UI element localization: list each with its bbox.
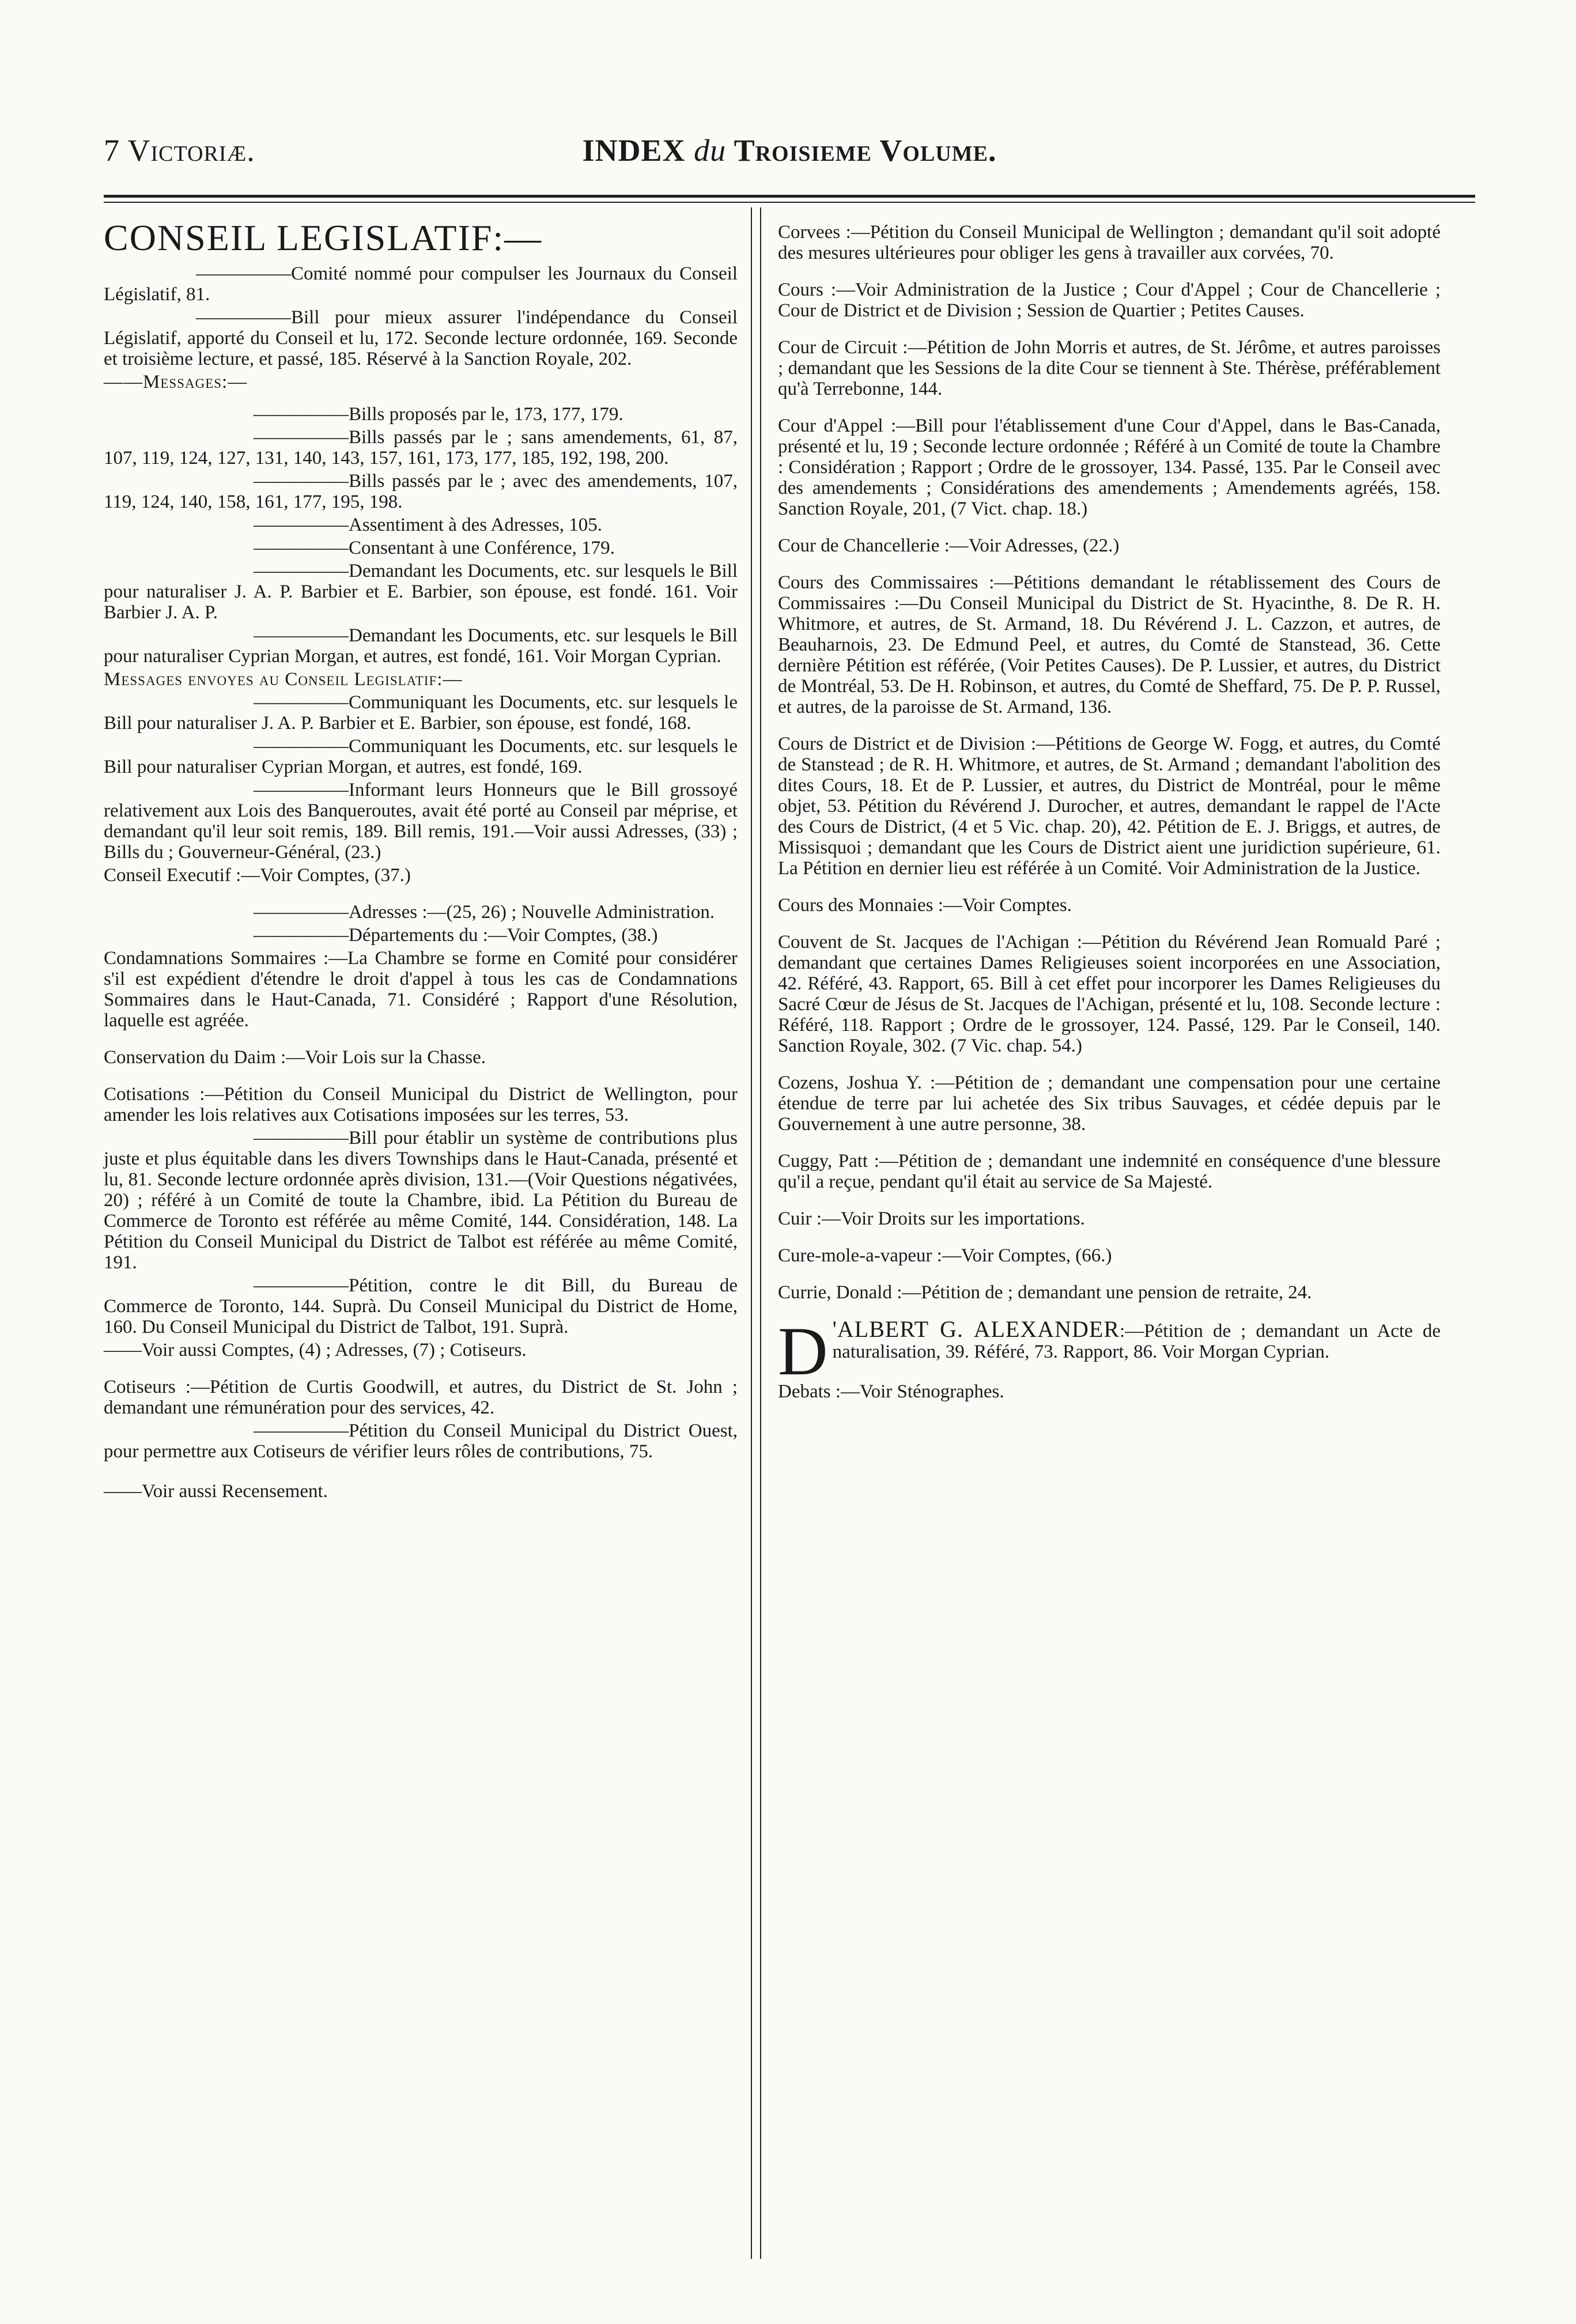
header-title-end: Troisieme Volume. (726, 133, 997, 168)
index-entry: —————Bills passés par le ; avec des amendements, 107, 119, 124, 140, 158, 161, 177, 195, 198. (104, 471, 738, 512)
index-entry: Couvent de St. Jacques de l'Achigan :—Pétition du Révérend Jean Romuald Paré ; demandant que certaines Dames Religieuses soient incorporées en une Association, 42. Référé, 43. Rapport, 65. Bill à cet effet pour incorporer les Dames Religieuses du Sacré Cœur de Jésus de St. Jacques de l'Achigan, présenté et lu, 108. Seconde lecture : Référé, 118. Rapport ; Ordre de le grossoyer, 124. Passé, 129. Par le Conseil, 140. Sanction Royale, 302. (7 Vic. chap. 54.) (778, 932, 1441, 1056)
index-entry: —————Bill pour mieux assurer l'indépendance du Conseil Législatif, apporté du Conseil et lu, 172. Seconde lecture ordonnée, 169. Seconde et troisième lecture, et passé, 185. Réservé à la Sanction Royale, 202. (104, 307, 738, 369)
index-entry: Condamnations Sommaires :—La Chambre se forme en Comité pour considérer s'il est expédient d'étendre le droit d'appel à tous les cas de Condamnations Sommaires dans le Haut-Canada, 71. Considéré ; Rapport d'une Résolution, laquelle est agréée. (104, 948, 738, 1031)
index-entry: ——Voir aussi Recensement. (104, 1481, 328, 1502)
header-rule-thin (104, 202, 1475, 203)
index-entry: Cuir :—Voir Droits sur les importations. (778, 1208, 1085, 1229)
index-entry: ——Voir aussi Comptes, (4) ; Adresses, (7) ; Cotiseurs. (104, 1340, 527, 1361)
index-entry: Currie, Donald :—Pétition de ; demandant une pension de retraite, 24. (778, 1282, 1312, 1303)
index-entry: —————Informant leurs Honneurs que le Bill grossoyé relativement aux Lois des Banqueroutes, avait été porté au Conseil par méprise, et demandant qu'il leur soit remis, 189. Bill remis, 191.—Voir aussi Adresses, (33) ; Bills du ; Gouverneur-Général, (23.) (104, 780, 738, 863)
index-entry: Cours de District et de Division :—Pétitions de George W. Fogg, et autres, du Comté de Stanstead ; de R. H. Whitmore, et autres, de St. Armand ; demandant l'abolition des dites Cours, 18. Et de P. Lussier, et autres, du District de Montréal, pour le même objet, 53. Pétition du Révérend J. Durocher, et autres, demandant le rappel de l'Acte des Cours de District, (4 et 5 Vic. chap. 20), 42. Pétition de E. J. Briggs, et autres, de Missisquoi ; demandant que les Cours de District aient une juridiction supérieure, 61. La Pétition en dernier lieu est référée à un Comité. Voir Administration de la Justice. (778, 734, 1441, 879)
index-entry: —————Demandant les Documents, etc. sur lesquels le Bill pour naturaliser Cyprian Morgan, et autres, est fondé, 161. Voir Morgan Cyprian. (104, 625, 738, 667)
index-entry: Cour de Circuit :—Pétition de John Morris et autres, de St. Jérôme, et autres paroisses ; demandant que les Sessions de la dite Cour se tiennent à Ste. Thérèse, préférablement qu'à Terrebonne, 144. (778, 337, 1441, 399)
index-entry: —————Demandant les Documents, etc. sur lesquels le Bill pour naturaliser J. A. P. Barbier et E. Barbier, son épouse, est fondé. 161. Voir Barbier J. A. P. (104, 561, 738, 623)
index-entry: Corvees :—Pétition du Conseil Municipal de Wellington ; demandant qu'il soit adopté des mesures ultérieures pour obliger les gens à travailler aux corvées, 70. (778, 222, 1441, 263)
index-entry: Conservation du Daim :—Voir Lois sur la Chasse. (104, 1047, 486, 1068)
entry-name: 'ALBERT G. ALEXANDER (832, 1316, 1120, 1342)
index-entry: Cure-mole-a-vapeur :—Voir Comptes, (66.) (778, 1245, 1112, 1266)
index-entry: Cours des Monnaies :—Voir Comptes. (778, 895, 1072, 916)
index-entry: —————Communiquant les Documents, etc. sur lesquels le Bill pour naturaliser J. A. P. Barbier et E. Barbier, son épouse, est fondé, 168. (104, 692, 738, 734)
index-entry: —————Pétition, contre le dit Bill, du Bureau de Commerce de Toronto, 144. Suprà. Du Conseil Municipal du District de Home, 160. Du Conseil Municipal du District de Talbot, 191. Suprà. (104, 1275, 738, 1337)
index-entry: —————Bills proposés par le, 173, 177, 179. (254, 404, 623, 425)
index-entry-alexander (778, 1313, 1441, 1389)
index-entry: —————Consentant à une Conférence, 179. (254, 538, 615, 558)
drop-capital: D (778, 1313, 828, 1389)
subheading-messages: ——Messages:— (104, 372, 248, 392)
index-entry: Cours :—Voir Administration de la Justice ; Cour d'Appel ; Cour de Chancellerie ; Cour de District et de Division ; Session de Quartier ; Petites Causes. (778, 279, 1441, 321)
header-volume-label: 7 Victoriæ. (104, 133, 255, 168)
index-entry: —————Bill pour établir un système de contributions plus juste et plus équitable dans les divers Townships dans le Haut-Canada, présenté et lu, 81. Seconde lecture ordonnée après division, 131.—(Voir Questions négativées, 20) ; référé à un Comité de toute la Chambre, ibid. La Pétition du Bureau de Commerce de Toronto est référée au même Comité, 144. Considération, 148. La Pétition du Conseil Municipal du District de Talbot est référée au même Comité, 191. (104, 1128, 738, 1273)
right-column (778, 222, 1441, 1421)
index-entry: Conseil Executif :—Voir Comptes, (37.) (104, 865, 411, 886)
header-title-italic: du (694, 133, 727, 168)
index-entry: Debats :—Voir Sténographes. (778, 1381, 1004, 1402)
index-entry: —————Bills passés par le ; sans amendements, 61, 87, 107, 119, 124, 127, 131, 140, 143, 157, 161, 173, 177, 185, 192, 198, 200. (104, 427, 738, 468)
header-title (104, 133, 1475, 168)
index-entry: —————Comité nommé pour compulser les Journaux du Conseil Législatif, 81. (104, 263, 738, 305)
index-entry: —————Communiquant les Documents, etc. sur lesquels le Bill pour naturaliser Cyprian Morgan, et autres, est fondé, 169. (104, 736, 738, 777)
left-column (104, 217, 738, 1521)
index-entry: Cours des Commissaires :—Pétitions demandant le rétablissement des Cours de Commissaires :—Du Conseil Municipal du District de St. Hyacinthe, 8. De R. H. Whitmore, et autres, de St. Armand, 18. Du Révérend J. L. Cazzon, et autres, de Beauharnois, 23. De Edmund Peel, et autres, du Comté de Stanstead, 36. Cette dernière Pétition est référée, (Voir Petites Causes). De P. Lussier, et autres, du District de Montréal, 53. De H. Robinson, et autres, du Comté de Sheffard, 75. De P. P. Russel, et autres, de la paroisse de St. Armand, 136. (778, 572, 1441, 717)
page-header (104, 133, 1475, 184)
header-title-start: INDEX (582, 133, 694, 168)
entry-text: :—Pétition de ; demandant un Acte de naturalisation, 39. Référé, 73. Rapport, 86. Voir Morgan Cyprian. (832, 1321, 1441, 1362)
index-entry: —————Adresses :—(25, 26) ; Nouvelle Administration. (254, 902, 715, 923)
column-separator (751, 207, 761, 2259)
index-entry: Cotiseurs :—Pétition de Curtis Goodwill, et autres, du District de St. John ; demandant une rémunération pour des services, 42. (104, 1377, 738, 1418)
index-entry: —————Départements du :—Voir Comptes, (38.) (254, 925, 658, 946)
index-entry: Cuggy, Patt :—Pétition de ; demandant une indemnité en conséquence d'une blessure qu'il a reçue, pendant qu'il était au service de Sa Majesté. (778, 1151, 1441, 1192)
index-entry: —————Pétition du Conseil Municipal du District Ouest, pour permettre aux Cotiseurs de vérifier leurs rôles de contributions, 75. (104, 1420, 738, 1462)
subheading-envoyes: Messages envoyes au Conseil Legislatif:— (104, 669, 463, 690)
index-entry: Cour de Chancellerie :—Voir Adresses, (22.) (778, 535, 1120, 556)
index-entry: Cotisations :—Pétition du Conseil Municipal du District de Wellington, pour amender les lois relatives aux Cotisations imposées sur les terres, 53. (104, 1084, 738, 1125)
index-entry: —————Assentiment à des Adresses, 105. (254, 515, 602, 535)
index-entry: Cour d'Appel :—Bill pour l'établissement d'une Cour d'Appel, dans le Bas-Canada, présenté et lu, 19 ; Seconde lecture ordonnée ; Référé à un Comité de toute la Chambre : Considération ; Rapport ; Ordre de le grossoyer, 134. Passé, 135. Par le Conseil avec des amendements ; Considérations des amendements ; Amendements agréés, 158. Sanction Royale, 201, (7 Vict. chap. 18.) (778, 415, 1441, 519)
index-entry: Cozens, Joshua Y. :—Pétition de ; demandant une compensation pour une certaine étendue de terre par lui achetée des Six tribus Sauvages, et cédée depuis par le Gouvernement à une autre personne, 38. (778, 1072, 1441, 1135)
section-heading: CONSEIL LEGISLATIF:— (104, 217, 543, 258)
header-rule-thick (104, 195, 1475, 198)
